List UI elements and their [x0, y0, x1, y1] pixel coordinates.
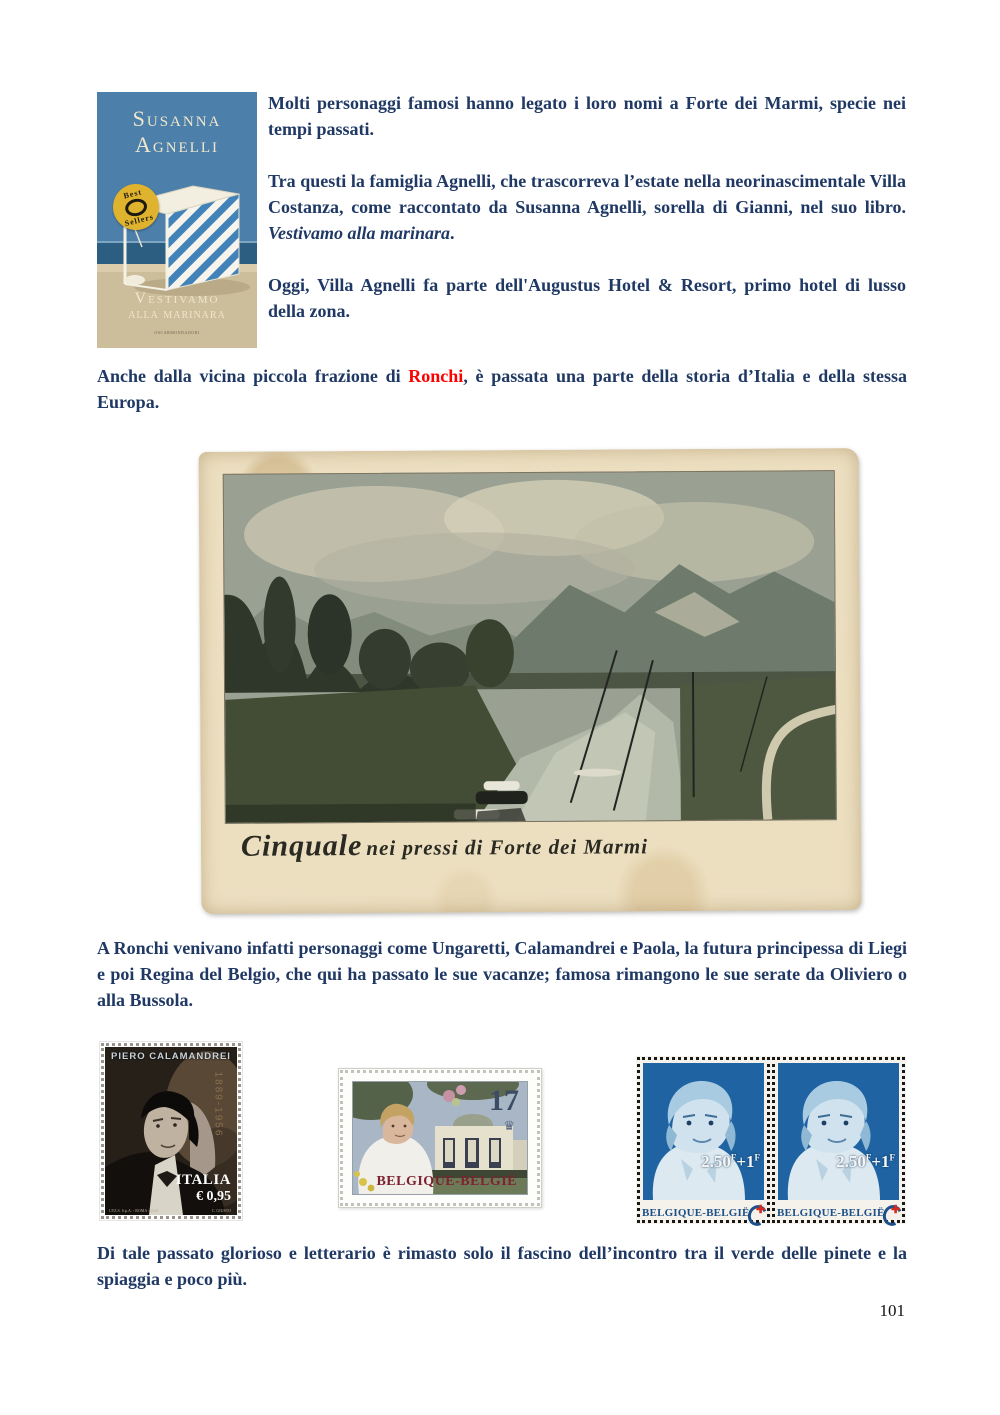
stamp-250-right-photo	[778, 1063, 899, 1200]
stamps-row	[0, 1040, 1000, 1230]
badge-top-label: Best	[122, 186, 143, 201]
stamp-belgique-250-left	[636, 1056, 771, 1224]
red-cross-logo	[748, 1203, 764, 1221]
value-sup: F	[865, 1152, 872, 1163]
book-title-inline: Vestivamo alla marinara	[268, 223, 451, 243]
stamp-calamandrei-printer: I.P.Z.S. S.p.A. - ROMA - 2016	[109, 1208, 159, 1213]
book-cover-image	[97, 92, 257, 348]
stamp-belgique-17	[338, 1068, 542, 1208]
stamp-calamandrei-country: ITALIA	[175, 1172, 231, 1188]
paragraph-2-text: Tra questi la famiglia Agnelli, che trascorreva l’estate nella neorinascimentale Villa Costanza, come raccontato da Susanna Agnelli, sorella di Gianni, nel suo libro.	[268, 171, 906, 217]
ronchi-highlight: Ronchi	[408, 366, 464, 386]
value-plus-sup: F	[889, 1152, 895, 1163]
stamp-250-left-value	[701, 1152, 760, 1172]
paragraph-4	[97, 363, 907, 415]
book-publisher: OSCARMONDADORI	[154, 330, 200, 335]
paola-blue-portrait-art-2	[778, 1063, 899, 1200]
book-title-line1: Vestivamo	[134, 290, 220, 307]
stamp-calamandrei	[100, 1042, 242, 1220]
paola-blue-portrait-art	[643, 1063, 764, 1200]
paragraph-1: Molti personaggi famosi hanno legato i loro nomi a Forte dei Marmi, specie nei tempi passati.	[268, 93, 906, 139]
stamp-belgique-17-country: BELGIQUE-BELGIË	[376, 1174, 517, 1189]
value-plus: +1	[736, 1152, 755, 1171]
paragraph-2-period: .	[450, 223, 455, 243]
stamp-belgique-17-photo	[352, 1081, 528, 1195]
value-plus: +1	[871, 1152, 890, 1171]
paragraph-2	[268, 168, 906, 246]
paragraph-3: Oggi, Villa Agnelli fa parte dell'Augustus Hotel & Resort, primo hotel di lusso della zona.	[268, 275, 906, 321]
postcard-caption-lead: Cinquale	[240, 829, 363, 863]
paragraph-6: Di tale passato glorioso e letterario è rimasto solo il fascino dell’incontro tra il verde delle pinete e la spiaggia e poco più.	[97, 1243, 907, 1289]
paragraph-4-text-after: , è passata una parte della storia d’Italia e della stessa Europa.	[97, 366, 907, 412]
badge-bottom-label: Sellers	[123, 211, 155, 228]
postcard-landscape-art	[224, 471, 837, 823]
red-cross-logo	[883, 1203, 899, 1221]
paragraph-4-text-before: Anche dalla vicina piccola frazione di	[97, 366, 409, 386]
stamp-belgique-250-right	[771, 1056, 906, 1224]
stamp-calamandrei-name: PIERO CALAMANDREI	[111, 1051, 231, 1062]
stamp-250-right-value	[836, 1152, 895, 1172]
postcard-photo	[223, 470, 837, 824]
book-title-line2: alla marinara	[128, 307, 226, 322]
stamp-belgique-17-value: 17	[489, 1084, 519, 1117]
red-cross-icon: ✚	[891, 1204, 901, 1216]
value-sup: F	[730, 1152, 737, 1163]
page-number: 101	[879, 1301, 905, 1320]
red-cross-icon: ✚	[756, 1204, 766, 1216]
stamp-250-left-photo	[643, 1063, 764, 1200]
stamp-calamandrei-value: € 0,95	[196, 1189, 231, 1204]
book-title	[97, 290, 257, 322]
stamp-250-right-country: BELGIQUE-BELGIË	[777, 1207, 885, 1219]
value-main: 2.50	[836, 1152, 866, 1171]
stamp-calamandrei-designer: C. GIUSTO	[211, 1208, 231, 1213]
stamp-pair-belgique-250	[636, 1056, 906, 1224]
intro-text-block	[268, 90, 906, 350]
postcard-caption	[241, 826, 831, 876]
postcard-caption-rest: nei pressi di Forte dei Marmi	[366, 834, 649, 861]
book-author-line2: Agnelli	[134, 132, 220, 157]
value-main: 2.50	[701, 1152, 731, 1171]
postcard-cinquale	[199, 448, 862, 914]
paragraph-5: A Ronchi venivano infatti personaggi come Ungaretti, Calamandrei e Paola, la futura principessa di Liegi e poi Regina del Belgio, che qui ha passato le sue vacanze; famosa rimangono le sue serate da Oliviero o alla Bussola.	[97, 938, 907, 1010]
book-author	[97, 106, 257, 158]
stamp-calamandrei-years: 1889-1956	[212, 1071, 224, 1138]
crown-icon: ♛	[503, 1118, 515, 1133]
book-author-line1: Susanna	[132, 106, 222, 131]
stamp-250-left-country: BELGIQUE-BELGIË	[642, 1207, 750, 1219]
value-plus-sup: F	[754, 1152, 760, 1163]
